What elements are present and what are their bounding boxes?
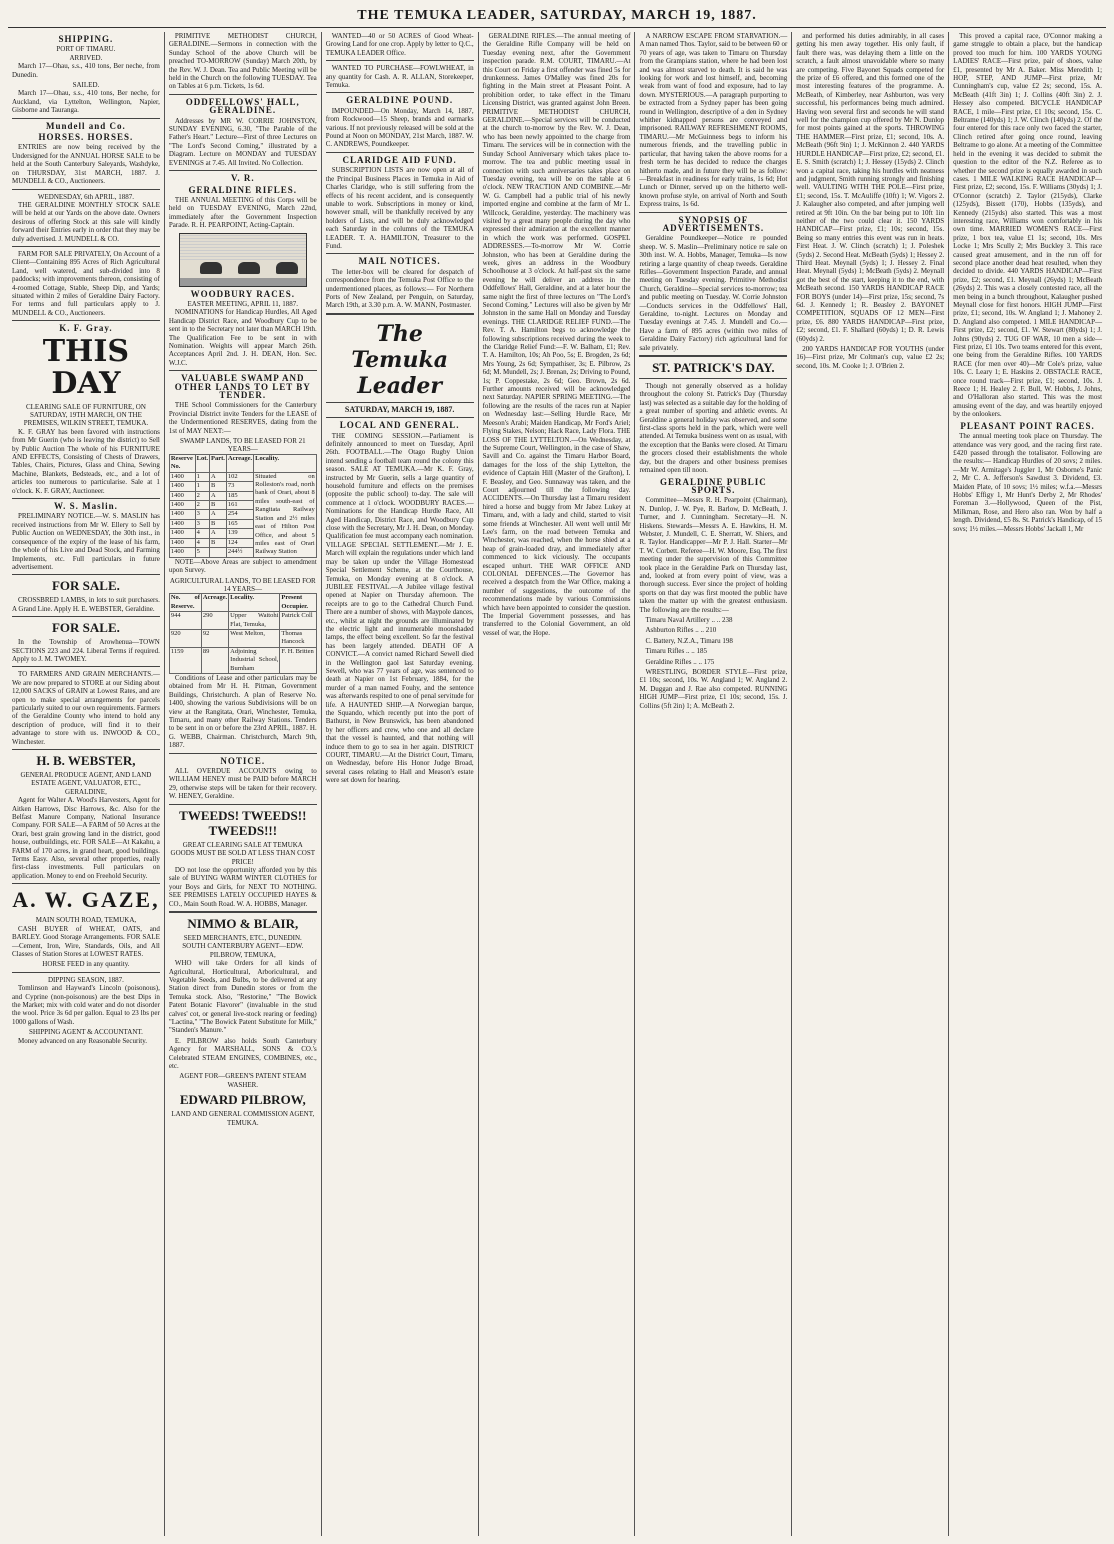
news-text-col5: A NARROW ESCAPE FROM STARVATION.—A man named Thos. Taylor, said to be between 60 or 70 years of age, was taken to Timaru on Thursday from the Grampians station, where he had been lost and was almost starved to death. It is said he was looking for work and lost himself, and, becoming weak from want of food and exposure, had to lay down. MYSTERIOUS.—A paragraph purporting to be extracted from a Sydney paper has been going round in Wellington, descriptive of a den in Sydney whither kidnapped persons are conveyed and imprisoned. RAILWAY REFRESHMENT ROOMS, TIMARU.—Mr McGuinness begs to inform his numerous friends, and the travelling public in particular, that having taken the above rooms for a fresh term he has decided to reduce the charges hitherto made, and in future they will be as follow:—Breakfast in readiness for early trains, 1s 6d; Hot Lunch or Dinner, served up on the hitherto well-known profuse style, on arrival of North and South Express trains, 1s 6d. [639,32,788,209]
score-geraldine-rifles: Geraldine Rifles .. .. 175 [645,657,715,666]
reserve-cell: 102 [226,472,253,481]
agri-cell: 944 [169,612,201,630]
agri-cell: Thomas Hancock [280,629,316,647]
score-battery: C. Battery, N.Z.A., Timaru 198 [645,636,733,645]
reserve-row [169,472,316,481]
local-heading: LOCAL AND GENERAL. [339,420,460,431]
agri-table [169,593,317,674]
this-day-heading: THIS DAY [42,333,130,401]
pilbrow-text: E. PILBROW also holds South Canterbury Agency for MARSHALL, SONS & CO.'s Celebrated STEAM ENGINES, COMBINES, etc., etc. [168,1036,317,1071]
header-rule [8,27,1106,28]
reserve-cell: 1400 [169,548,195,558]
agri-row [169,647,316,673]
issue-date: SATURDAY, MARCH 19, 1887. [344,404,455,414]
reserve-table [169,454,317,558]
agri-col-locality: Locality. [229,594,280,612]
maslin-heading: W. S. Maslin. [53,501,118,512]
gaze-heading: A. W. GAZE, [12,887,160,913]
dipping-heading: DIPPING SEASON, 1887. [48,975,124,984]
column-1 [8,32,165,1536]
money-text: Money advanced on any Reasonable Security. [18,1036,148,1045]
column-5 [635,32,792,1536]
oddfellows-text: Addresses by MR W. CORRIE JOHNSTON, SUNDAY EVENING, 6.30, "The Parable of the Father's Heart." Lecture—First of three Lectures on "The Lord's Second Coming," illustrated by a Diagram. Lecture on MONDAY and TUESDAY EVENINGS at 7.45. All Invited. No Collection. [168,116,317,167]
reserve-cell [209,548,226,558]
reserve-col-lot: Lot. [195,454,209,472]
conditions-text: Conditions of Lease and other particulars may be obtained from Mr H. H. Pitman, Government Buildings, Christchurch. A plan of Reserve No. 1400, showing the various Subdivisions will be on view at the Rangitata, Orari, Winchester, Temuka, Timaru, and many other Railway Stations. Tenders to be sent in on or before the 23rd APRIL, 1887. H. G. WEBB, Chairman. Christchurch, March 9th, 1887. [168,674,317,750]
arowhenua-text: In the Township of Arowhenua—TOWN SECTIONS 223 and 224. Liberal Terms if required. Apply to J. M. TWOMEY. [12,638,160,663]
south-canterbury-agent: SOUTH CANTERBURY AGENT—EDW. PILBROW, TEMUKA, [182,942,304,959]
wednesday-heading: WEDNESDAY, 6th APRIL, 1887. [37,192,134,201]
pound-heading: GERALDINE POUND. [346,95,454,106]
crossbred-text: CROSSBRED LAMBS, in lots to suit purchasers. A Grand Line. Apply H. E. WEBSTER, Geraldine. [12,596,160,613]
reserve-cell: A [209,472,226,481]
reserve-cell: 1400 [169,538,195,547]
shipping-heading: SHIPPING. [58,34,114,44]
reserve-cell: A [209,491,226,500]
reserve-cell: 73 [226,482,253,491]
claridge-heading: CLARIDGE AID FUND. [342,154,457,165]
agri-col-occupier: Present Occupier. [280,594,316,612]
reserve-locality-cell: Situated on Rolleston's road, north bank of Orari, about 8 miles south-east of Rangitata Railway Station and 2½ miles east of Hilton Post Office, and about 5 miles east of Orari Railway Station [255,472,315,556]
reserve-col-locality: Locality. [254,454,317,472]
agri-cell: F. H. Britten [280,647,316,673]
agri-row [169,629,316,647]
horses-heading: HORSES. HORSES. [38,132,134,143]
agri-cell: Adjoining Industrial School, Burnham [230,647,279,672]
reserve-cell: 1400 [169,472,195,481]
geraldine-sale-text: THE GERALDINE MONTHLY STOCK SALE will be held at our Yards on the above date. Owners desirous of offering Stock at this sale will kindly forward their Entries early in order that they may be duly advertised. J. MUNDELL & CO. [12,200,160,243]
page-header: THE TEMUKA LEADER, SATURDAY, MARCH 19, 1887. [357,8,757,23]
hbw-text: Agent for Walter A. Wood's Harvesters, Agent for Aitken Harrows, Disc Harrows, &c. Also for the Belfast Manure Company, National Insurance Company. FOR SALE—A FARM of 50 Acres at the Orari, best grain growing land in the district, good house, outbuildings, etc. FOR SALE—At Kakahu, a FARM of 170 acres, in grand heart, good buildings. Terms Easy. Also, several other properties, really first-class investments. Full particulars on application. Money to end on Freehold Security. [12,796,160,880]
reserve-cell: 161 [226,500,253,509]
woodbury-heading: WOODBURY RACES. [190,288,295,299]
reserve-note: NOTE—Above Areas are subject to amendment upon Survey. [168,557,317,575]
reserve-col-part: Part. [209,454,226,472]
reserve-cell: 3 [195,510,209,519]
reserve-cell: B [209,538,226,547]
nominations-text: NOMINATIONS for Handicap Hurdles, All Aged Handicap District Race, and Woodbury Cup to be sent in to the Secretary not later than MARCH 19th. The Qualification Fee to be sent in with Nomination. Weights will appear March 26th. Acceptances April 2nd. J. H. DEAN, Hon. Sec. W.J.C. [168,308,317,367]
rifles-text: THE ANNUAL MEETING of this Corps will be held on TUESDAY EVENING, March 22nd, immediately after the Government Inspection Parade. R. H. PEARPOINT, Acting-Captain. [168,195,317,230]
reserve-cell: A [209,510,226,519]
sports-heading: GERALDINE PUBLIC SPORTS. [659,476,767,495]
wanted-land-text: WANTED—40 or 50 ACRES of Good Wheat-Growing Land for one crop. Apply by letter to Q.C., TEMUKA LEADER Office. [325,32,474,57]
horse-feed-text: HORSE FEED in any quantity. [42,960,130,969]
nimmo-subheading: SEED MERCHANTS, ETC., DUNEDIN. [183,933,302,942]
sailed-label: SAILED. [72,81,100,90]
reserve-cell: 2 [195,500,209,509]
agri-cell: Patrick Coll [280,612,316,630]
columns [8,32,1106,1536]
reserve-cell: 165 [226,519,253,528]
synopsis-text: Geraldine Poundkeeper—Notice re pounded sheep. W. S. Maslin—Preliminary notice re sale on 30th inst. W. A. Hobbs, Manager, Temuka—Is now retiring a large quantity of cheap tweeds. Geraldine Rifles—Government Inspection Parade, and annual meeting on Tuesday evening. Primitive Methodist Church, Geraldine—Special services to-morrow; tea and public meeting on Tuesday. W. Corrie Johnston—Conducts services in the Oddfellows' Hall, Geraldine, to-night. Lectures on Monday and Tuesday evenings at 7.45. J. Mundell and Co.—Have a farm of 895 acres (within two miles of Geraldine Dairy Factory) rich agricultural land for sale privately. [639,234,788,352]
synopsis-heading: SYNOPSIS OF ADVERTISEMENTS. [662,214,765,233]
arrived-text: March 17—Ohau, s.s., 410 tons, Ber neche, from Dunedin. [12,62,160,79]
agri-cell: 290 [201,612,228,630]
column-2 [165,32,322,1536]
gaze-subheading: MAIN SOUTH ROAD, TEMUKA, [35,916,137,925]
reserve-cell: B [209,500,226,509]
agri-col-no: No. of Reserve. [170,594,200,610]
sailed-text: March 17—Ohau, s.s., 410 tons, Ber neche, for Auckland, via Lyttelton, Wellington, Napier, Gisborne and Tauranga. [12,89,160,115]
tweeds-text: DO not lose the opportunity afforded you by this sale of BUYING WARM WINTER CLOTHES for your Boys and Girls, for NEXT TO NOTHING. SEE PREMISES LATELY OCCUPIED HAYES & CO., Main South Road. W. A. HOBBS, Manager. [168,865,317,908]
primitive-methodist-text: PRIMITIVE METHODIST CHURCH, GERALDINE.—Sermons in connection with the Sunday School of the above Church will be preached TO-MORROW (Sunday) March 20th, by the Rev. W. J. Dean. Tea and Public Meeting will be held in the Church on the following TUESDAY. Tea on Tables at 6 p.m. Tickets, 1s 6d. [168,32,317,91]
reserve-cell: 1400 [169,519,195,528]
tweeds-heading: TWEEDS! TWEEDS!! TWEEDS!!! [179,807,307,838]
sports-text: Committee—Messrs R. H. Pearpoint (Chairman), N. Dunlop, J. W. Pye, R. Barlow, D. McBeath, J. Turner, and J. Cunningham. Secretary—H. N. Hiskens. Stewards—Messrs A. E. Hawkins, H. M. Webster, J. Mundell, C. E. Sherratt, W. Shiers, and R. Taylor. Handicapper—Mr P. J. Hall. Starter—Mr T. W. Corbett. Referee—H. W. Moore, Esq. The first meeting under the supervision of this Committee took place in the Geraldine Park on Thursday last, and, looked at from every point of view, was a thorough success. Ever since the project of holding sports on that day was first mooted the public have taken the matter up with the greatest enthusiasm. The following are the results:— [639,496,788,614]
reserve-cell: 139 [226,529,253,538]
agri-heading: AGRICULTURAL LANDS, TO BE LEASED FOR 14 YEARS— [169,576,316,593]
rifles-heading: GERALDINE RIFLES. [188,184,298,195]
score-naval: Timaru Naval Artillery .. .. 238 [645,616,733,624]
reserve-cell: 1400 [169,500,195,509]
agent-for-text: AGENT FOR—GREEN'S PATENT STEAM WASHER. [179,1072,307,1089]
pilbrow-heading: EDWARD PILBROW, [179,1092,306,1108]
reserve-cell: 244½ [226,548,253,558]
easter-heading: EASTER MEETING, APRIL 11, 1887. [187,299,299,308]
swamp-heading: VALUABLE SWAMP AND OTHER LANDS TO LET BY TENDER. [174,373,311,400]
reserve-col-no: Reserve No. [169,454,195,472]
swamp-text: THE School Commissioners for the Canterbury Provincial District invite Tenders for the LEASE of the Undermentioned RESERVES, dating from the 1st of MAY NEXT:— [168,401,317,435]
claridge-text: SUBSCRIPTION LISTS are now open at all of the Principal Business Places in Temuka in Aid of Charles Claridge, who is still suffering from the effects of his recent accident, and is consequently unable to work. Subscriptions in money or kind, however small, will be thankfully received by any holders of Lists, and will be duly acknowledged each Saturday in the columns of the TEMUKA LEADER. T. A. HAMILTON, Treasurer to the Fund. [325,166,474,250]
agri-cell: 89 [201,647,228,673]
pilbrow-subheading: LAND AND GENERAL COMMISSION AGENT, TEMUKA. [171,1110,315,1127]
reserve-cell: 185 [226,491,253,500]
nimmo-heading: NIMMO & BLAIR, [187,915,299,931]
hbw-subheading: GENERAL PRODUCE AGENT, AND LAND ESTATE AGENT, VALUATOR, ETC., GERALDINE, [20,771,152,796]
pleasant-point-heading: PLEASANT POINT RACES. [960,420,1095,431]
sports-results-text-2: This proved a capital race, O'Connor making a game struggle to obtain a place, but the handicap proved too much for him. 100 YARDS YOUNG LADIES' RACE—First prize, pair of shoes, value £1, presented by Mr A. Baker. Miss Meredith 1; HOP, STEP, AND JUMP—First prize, Mr Cunningham's cup, value £2 2s; second, 15s. A. McBeath (41ft 3in) 1; J. Collins (40ft 3in) 2. J. Hessey also competed. BICYCLE HANDICAP RACE, 1 mile—First prize, £1 10s; second, 15s. C. Beltrame (140yds) 1; J. W. Clinch (140yds) 2. Of the four entered for this race only two faced the starter, Clinch retired after going once round, leaving Beltrame to go alone. At a meeting of the Committee held in the evening it was decided to submit the question to the editor of the N.Z. Referee as to whether the second prize is equally awarded in such cases. 1 MILE WALKING RACE HANDICAP—First prize, £2; second, 15s. F. Williams (30yds) 1; J. O'Connor (scratch) 2. Taylor (215yds), Clarke (125yds), Bissett (170), Hobbs (135yds), and Kennedy (215yds) also started. This was a most interesting race, Williams won comfortably in his own time. MARRIED WOMEN'S RACE—First prize, 1 box tea, value £1 1s; second, 10s. Mrs Locke 1; Mrs Scully 2; Mrs Buckley 3. This race caused great amusement, and in the run off for second place another dead heat resulted, when they decided to divide. 440 YARDS HANDICAP—First prize, £2; second, £1. Meynall (26yds) 1; McBeath (26yds) 2. This was a closely contested race, all the men being in a bunch throughout, Kalaugher pushed Meynall close for first honors. HIGH JUMP—First prize, £1; second, 10s. W. Angland 1; J. Mahoney 2. D. Angland also competed. 1 MILE HANDICAP—First prize, £2; second, £1. W. Stewart (80yds) 1; J. Johns (90yds) 2. TUG OF WAR, 10 men a side—First prize, £1 10s. Two teams entered for this event, one being from the Geraldine Rifles. 100 YARDS RACE (for men over 40)—Mr Cole's prize, value 10s. C. Leary 1; E. Haskins 2. OBSTACLE RACE, once round track—First prize, £1; second, 10s. J. Reece 1; H. Healey 2. F. Bull, W. Hobbs, J. Johns, and O'Halloran also started. This was the most amusing event of the day, and was heartily enjoyed by the onlookers. [953,32,1103,419]
reserve-cell: 1 [195,472,209,481]
oddfellows-heading: ODDFELLOWS' HALL, GERALDINE. [185,96,300,116]
reserve-cell: 124 [226,538,253,547]
agri-cell: 92 [201,629,228,647]
newspaper-masthead: The Temuka Leader [351,320,448,399]
reserve-col-acreage: Acreage. [226,454,253,472]
reserve-cell: 1 [195,482,209,491]
local-text: THE COMING SESSION.—Parliament is definitely announced to meet on Tuesday, April 26th. FOOTBALL.—The Otago Rugby Union intend sending a football team round the colony this season. SALE AT TEMUKA.—Mr K. F. Gray, instructed by Mr Guerin, sells a large quantity of household furniture and effects on the premises (opposite the public school) to-day. The sale will commence at 1 o'clock. WOODBURY RACES.—Nominations for the Handicap Hurdle Race, All Aged Handicap, District Race, and Woodbury Cup close with the Secretary, Mr J. H. Dean, on Monday. Qualification fee must accompany each nomination. VILLAGE SPECIAL SETTLEMENT.—Mr J. E. March will explain the regulations under which land may be taken up under the Village Homestead Special Settlement Scheme, at the Courthouse, Temuka, on Monday evening at 8 o'clock. A JUBILEE FESTIVAL.—A Jubilee village festival opened at Napier on Thursday afternoon. The receipts are to go to the Cathedral Church Fund. There are a number of shows, with Maypole dances, etc., whilst at night the grounds are illuminated by the electric light and innumerable moonshaded lamps, the effect being excellent. So far the festival has been largely attended. DEATH OF A CONVICT.—A convict named Richard Sewell died in the Wellington gaol last Saturday evening. Sewell, who was 77 years of age, was sentenced to death at Napier on 1st February, 1884, for the murder of a man named Fouhy, and the sentence was afterwards respited to one of penal servitude for life. A HAUNTED SHIP.—A Norwegian barque, the Squando, which recently put into the port of Bathurst, in New Brunswick, has been abandoned by her officers and crew, who one and all declare that the vessel is haunted, and that nothing will induce them to go to sea in her again. DISTRICT COURT, TIMARU.—At the District Court, Timaru, on Wednesday, before His Honor Judge Broad, several cases relating to Hall and Meason's estate were set down for hearing. [325,431,474,785]
notice-text: ALL OVERDUE ACCOUNTS owing to WILLIAM HENEY must be PAID before MARCH 29, otherwise steps will be taken for their recovery. W. HENEY, Geraldine. [168,767,317,801]
wrestling-text: WRESTLING, BORDER STYLE—First prize, £1 10s; second, 10s. W. Angland 1; W. Angland 2. M. Duggan and J. Rae also competed. RUNNING HIGH JUMP—First prize, £1 10s; second, 15s. J. Collins (5ft 2in) 1; A. McBeath 2. [639,668,788,710]
agri-cell: 1159 [169,647,201,673]
reserve-cell: 1400 [169,510,195,519]
kfgray-heading: K. F. Gray. [59,323,113,334]
column-7 [949,32,1106,1536]
wanted-wheat-text: WANTED TO PURCHASE—FOWLWHEAT, in any quantity for Cash. A. R. ALLAN, Storekeeper, Temuka. [325,64,474,90]
clearing-sale-text: CLEARING SALE OF FURNITURE, ON SATURDAY, 19TH MARCH, ON THE PREMISES, WILKIN STREET, TEMUKA. [23,402,149,428]
mail-text: The letter-box will be cleared for despatch of correspondence from the Temuka Post Office to the undermentioned places, as follows:— For Northern Ports of New Zealand, per Penguin, on Saturday, March 19th, at 3.30 p.m. A. W. MANN, Postmaster. [325,267,474,310]
column-3 [322,32,479,1536]
race-woodcut-image [179,233,307,287]
reserve-cell: 5 [195,548,209,558]
dipping-text: Tomlinson and Hayward's Lincoln (poisonous), and Cyprine (non-poisonous) are the best Dips in the Market; mix with cold water and do not disorder the wool. Price 3s 6d per gallon. Equal to 23 lbs per 1000 gallons of Wash. [12,984,160,1026]
stpatrick-text: Though not generally observed as a holiday throughout the colony St. Patrick's Day (Thursday last) was selected as a suitable day for the holding of a great number of sporting and athletic events. At Geraldine a general holiday was observed, and some first-class sports held in the park, which were well attended. At Temuka business went on as usual, with the exception that the Banks were closed. At Timaru the grocers closed their establishments the whole day, but the drapers and other business premises remained open till noon. [639,382,788,475]
sports-results-text: and performed his duties admirably, in all cases getting his men away together. His only fault, if fault there was, was delaying them a little on the scratch, a fault almost unavoidable where so many are competing. Five Bayonet Squads competed for the prize of £6 offered, and this formed one of the most interesting features of the programme. A. McBeath, of Kimberley, near Ashburton, was very successful, his performances being much admired. Having won several first and seconds he will stand well for the champion cup offered by Mr N. Dunlop for most points gained at the sports. THROWING THE HAMMER—First prize, £1; second, 10s. A. McBeath (96ft 9in) 1; J. McKinnon 2. 440 YARDS HURDLE HANDICAP—First prize, £2; second, £1. E. S. Smith (scratch) 1; J. Hessey (15yds) 2. Clinch won a capital race, taking his hurdles with neatness and judgment, Smith running strongly and finishing well. VAULTING WITH THE POLE—First prize, £1; second, 15s. T. McAuliffe (10ft) 1; W. Vigors 2. J. Kalaugher also competed, and after jumping well retired at 9ft 10in. On the bar being put to 10ft 1in neither of the two could clear it. 150 YARDS HANDICAP—First prize, £1; 10s; second, 15s. Being so many entries this event was run in heats. First Heat. J. W. Clinch (scratch) 1; J. Poleshek (5yds) 2. Second Heat. McBeath (5yds) 1; Hessey 2. Third Heat. Meynall (5yds) 1; J. Hessey 2. Final Heat. Meynall (5yds) 1; McBeath (5yds) 2. Meynall got the best of the start, keeping it to the end, with McBeath second. 150 YARDS HANDICAP RACE FOR BOYS (under 14)—First prize, 15s; second, 7s 6d. J. Kennedy 1; R. Beasley 2. BAYONET COMPETITION, SQUADS OF 12 MEN—First prize, £6. 880 YARDS HANDICAP—First prize, £2; second, £1. F. Shallard (60yds) 1; D. R. Lewis (60yds) 2. [796,32,945,343]
gaze-text: CASH BUYER of WHEAT, OATS, and BARLEY. Good Storage Arrangements. FOR SALE—Cement, Iron, Wire, Standards, Oils, and All Classes of Station Stores at LOWEST RATES. [12,924,160,958]
gray-text: K. F. GRAY has been favored with instructions from Mr Guerin (who is leaving the district) to Sell by Public Auction The whole of his FURNITURE AND EFFECTS, Consisting of Chests of Drawers, Tables, Chairs, Pictures, Glass and China, Sewing Machine, Blankets, Bedsteads, etc., and a lot of articles too numerous to particularise. Sale at 1 o'clock. K. F. GRAY, Auctioneer. [12,427,160,495]
reserve-cell: 2 [195,491,209,500]
for-sale-heading-2: FOR SALE. [51,620,120,636]
reserve-cell: 4 [195,529,209,538]
swamp-subheading: SWAMP LANDS, TO BE LEASED FOR 21 YEARS— [179,437,306,454]
horses-text: ENTRIES are now being received by the Undersigned for the ANNUAL HORSE SALE to be held at the South Canterbury Saleyards, Washdyke, on THURSDAY, 31st MARCH, 1887. J. MUNDELL & CO., Auctioneers. [12,143,160,186]
shipping-agent-text: SHIPPING AGENT & ACCOUNTANT. [28,1028,143,1037]
reserve-cell: A [209,529,226,538]
news-text-col4: GERALDINE RIFLES.—The annual meeting of the Geraldine Rifle Company will be held on Tuesday evening next, after the Government inspection parade. R.M. COURT, TIMARU.—At this Court on Friday a first offender was fined 5s for drunkenness. James O'Malley was fined 20s for fighting in the Main street at Pleasant Point. A prohibition order, to take effect in the Timaru Licensing District, was granted against John Breen. PRIMITIVE METHODIST CHURCH, GERALDINE.—Special services will be conducted at the church to-morrow by the Rev. W. J. Dean, who has been newly appointed to the charge from Timaru. The services will be in connection with the Sunday School Anniversary which takes place to-morrow. The tea and public meeting usual in connection with such anniversaries takes place on Tuesday evening, tea will be on the table at 6 o'clock. NEW TRACTION AND COMBINE.—Mr W. G. Campbell had a public trial of his newly imported engine and combine at the farm of Mr L. Willcock, Geraldine, yesterday. The machinery was visited by a great many people during the day who expressed their admiration at the excellent manner in which the work was performed. GOSPEL ADDRESSES.—To-morrow Mr W. Corrie Johnston, who has been at Geraldine during the week, gives an address in the Woodbury Schoolhouse at 3 o'clock. At half-past six the same evening he will deliver an address in the Oddfellows' Hall, Geraldine, and at a later hour the same night the first of three lectures on "The Lord's Second Coming." Lectures will also be given by Mr Johnston in the same Hall on Monday and Tuesday evenings. THE CLARIDGE RELIEF FUND.—The Rev. T. A. Hamilton begs to acknowledge the following subscriptions received during the week to the Claridge Relief Fund:—F. W. Balham, £1; Rev. T. A. Hamilton, 10s; Ah Poo, 5s; E. Brogden, 2s 6d; Mrs Young, 2s 6d; Sympathiser, 3s; E. Pilbrow, 2s 6d; M. Mundell, 2s; J. Brenan, 2s; Driving to Pound, 1s; P. Coppestake, 2s 6d; Geo. Brown, 2s 6d. Further amounts received will be acknowledged next Saturday. NAPIER SPRING MEETING.—The following are the results of the races run at Napier on Wednesday last:—Selling Hurdle Race, Mr Meeson's Arabi; Maiden Handicap, Mr Ford's Ariel; Flying Stakes, Nelson; Hack Race, Lady Flora. THE LOSS OF THE LYTTELTON.—On Wednesday, at the Supreme Court, Wellington, in the case of Shaw, Savill and Co. against the Timaru Harbor Board, damages for the loss of the ship Lyttelton, the evidence of Captain Hill (Master of the Grafton), I. F. Beasley, and Geo. Sunnaway was taken, and the Court adjourned till the following day. ACCIDENTS.—On Thursday last a Timaru resident hired a horse and buggy from Mr Jabez Lukey at Timaru, and, with a lady and child, started to visit some friends at Winchester. All went well until Mr Lee's farm, on the road between Temuka and Winchester, was reached, when the horse shied at a heap of grain-loaded dray, and immediately after commenced to kick viciously. The occupants escaped unhurt. THE WAR OFFICE AND COLONIAL DEFENCES.—The Governor has received a despatch from the War Office, making a number of suggestions, the outcome of the recommendations made by various Commissions which have been appointed to consider the question. The Imperial Government possesses, and has transferred to the Colonial Government, an old vessel of war, the Hope. [482,32,631,637]
farm-text: FARM FOR SALE PRIVATELY, On Account of a Client—Containing 895 Acres of Rich Agricultural Land, well watered, and sub-divided into 8 paddocks; with improvements thereon, consisting of 4-roomed Cottage, Stable, Sheep Dip, and Yards; situated within 2 miles of Geraldine Dairy Factory. For terms and full particulars apply to J. MUNDELL & CO., Auctioneers. [12,249,160,317]
reserve-cell: B [209,519,226,528]
port-heading: PORT OF TIMARU. [56,45,116,54]
agri-row [169,612,316,630]
preliminary-text: PRELIMINARY NOTICE.—W. S. MASLIN has received instructions from Mr W. Ellery to Sell by Public Auction on WEDNESDAY, the 30th inst., in consequence of the expiry of the lease of his farm, the whole of his Live and Dead Stock, and Farming Implements, etc. Full particulars in future advertisement. [12,512,160,571]
goods-heading: GOODS MUST BE SOLD AT LESS THAN COST PRICE! [170,849,316,866]
farmers-text: TO FARMERS AND GRAIN MERCHANTS.—We are now prepared to STORE at our Siding about 12,000 SACKS of GRAIN at Lowest Rates, and are open to make special arrangements for parcels particularly suited to our own requirements. Farmers of the Geraldine County who intend to hold any description of produce, will find it to their advantage to store with us. INWOOD & CO., Winchester. [12,670,160,746]
score-timaru-rifles: Timaru Rifles .. .. 185 [645,647,708,656]
agri-col-acreage: Acreage. [201,594,228,612]
column-6 [792,32,949,1536]
reserve-cell: 3 [195,519,209,528]
nimmo-text: WHO will take Orders for all kinds of Agricultural, Horticultural, Arboricultural, and Vegetable Seeds, and Bulbs, to be delivered at any Station direct from Dunedin stores or from the Temuka stock. Also, "Restorine," "The Bowick Patent Botanic Flavorer" (invaluable in the stud calves' cot, or general live-stock rearing or feeding) "Lactina," "The Bowick Patent Substitute for Milk," "Standen's Manure." [168,959,317,1035]
youths-race-text: 200 YARDS HANDICAP FOR YOUTHS (under 16)—First prize, Mr Coltman's cup, value £2 2s; second, 10s. M. Cooke 1; J. O'Brien 2. [796,345,945,370]
tweeds-subheading: GREAT CLEARING SALE AT TEMUKA [182,840,303,849]
reserve-cell: 1400 [169,529,195,538]
pleasant-point-text: The annual meeting took place on Thursday. The attendance was very good, and the racing first rate. £420 passed through the totalisator. Following are the results:— Handicap Hurdles of 20 sovs; 2 miles.—Mr W. Armitage's Juggler 1, Mr Osborne's Panic 2, Mr C. A. Jefferson's Sawdust 3. Dividend, £3. Maiden Plate, of 10 sovs; 1½ miles; w.f.a.—Messrs Hobbs' Effigy 1, Mr Hunt's Derby 2, Mr Rhodes' Foreman 3.—Hollywood, Queen of the Pist, Milkman, Rose, and Hero also ran. Won by half a length. Dividend, £5 8s. St. Patrick's Handicap, of 15 sovs; 1½ miles.—Messrs Hobbs' Jackall 1, Mr [953,432,1103,533]
reserve-cell: 1400 [169,482,195,491]
vr-heading: V. R. [230,173,255,184]
reserve-cell: 4 [195,538,209,547]
stpatrick-heading: ST. PATRICK'S DAY. [652,360,775,376]
column-4 [479,32,636,1536]
reserve-cell: 1400 [169,491,195,500]
hbw-heading: H. B. WEBSTER, [36,753,136,768]
mail-heading: MAIL NOTICES. [358,256,441,267]
agri-cell: West Melton, [229,629,280,647]
reserve-cell: 254 [226,510,253,519]
notice-heading: NOTICE. [220,755,266,766]
arrived-label: ARRIVED. [69,53,103,62]
agri-cell: Upper Waitohi Flat, Temuka, [230,612,279,628]
reserve-cell: B [209,482,226,491]
mundell-heading: Mundell and Co. [46,120,126,131]
for-sale-heading: FOR SALE. [51,578,120,594]
pound-text: IMPOUNDED—On Monday, March 14, 1887, from Rockwood—15 Sheep, brands and earmarks various. If not previously released will be sold at the Pound at Noon on MONDAY, 21st March, 1887. W. C. ANDREWS, Poundkeeper. [325,106,474,149]
agri-cell: 920 [169,629,201,647]
score-ashburton: Ashburton Rifles .. .. 210 [645,626,717,635]
